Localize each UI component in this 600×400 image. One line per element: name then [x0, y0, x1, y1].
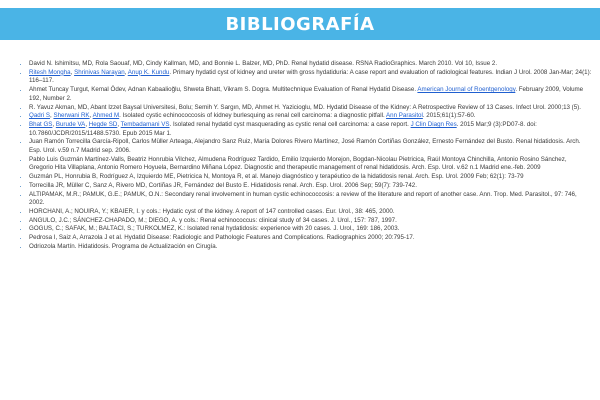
reference-link[interactable]: Sherwani RK [53, 112, 90, 120]
reference-item [29, 217, 592, 226]
reference-link[interactable]: Ahmed M [92, 112, 120, 120]
reference-item [29, 156, 592, 173]
reference-item [29, 69, 592, 86]
reference-item [29, 191, 592, 208]
reference-text: Guzmán PL, Honrubia B, Rodríguez A, Izquierdo ME, Pietricica N, Montoya R, et al. Manejo diagnóstico y terapéutico de la hidatidosis renal. Arch. Esp. Urol. 2009 Feb; 62(1): 73-79 [29, 173, 524, 181]
reference-text: Pedrosa I, Saiz A, Arrazola J et al. Hydatid Disease: Radiologic and Pathologic Features and Complications. Radiographics 2000; 20:795-17. [29, 234, 415, 242]
reference-item [29, 86, 592, 103]
reference-text: . Primary hydatid cyst of kidney and ureter with gross hydatiduria: A case report and evaluation of radiological features. Indian J Urol. 2008 Jan-Mar; 24(1): 116–117. [29, 68, 592, 85]
slide-title: BIBLIOGRAFÍA [225, 13, 375, 35]
reference-text: , [117, 120, 121, 128]
reference-text: Ahmet Tuncay Turgut, Kemal Ödev, Adnan Kabaalioğlu, Shweta Bhatt, Vikram S. Dogra. Multitechnique Evaluation of Renal Hydatid Disease. [29, 86, 418, 94]
reference-item [29, 208, 592, 217]
reference-item [29, 112, 592, 121]
reference-text: David N. Ishimitsu, MD, Rola Saouaf, MD, Cindy Kallman, MD, and Bonnie L. Balzer, MD, PhD. Renal hydatid disease. RSNA RadioGraphics. March 2010. Vol 10, Issue 2. [29, 60, 498, 67]
reference-text: . Isolated renal hydatid cyst masquerading as cystic renal cell carcinoma: a case report. [169, 120, 411, 128]
reference-list [10, 60, 592, 251]
reference-text: . February 2009, Volume 192, Number 2. [29, 86, 584, 102]
reference-link[interactable]: Qadri S [29, 112, 50, 120]
reference-text: Odriozola Martín. Hidatidosis. Programa de Actualización en Cirugía. [29, 242, 218, 250]
reference-text: , [49, 112, 54, 120]
reference-text: . Isolated cystic echinococcosis of kidney burlesquing as renal cell carcinoma: a diagnostic pitfall. [119, 112, 387, 120]
reference-text: . 2015 Mar;9 (3):PD07-8. doi: 10.7860/JCDR/2015/11488.5730. Epub 2015 Mar 1. [29, 120, 537, 137]
reference-link[interactable]: Anup K. Kundu [127, 68, 170, 76]
reference-link[interactable]: Hegde SD [88, 120, 118, 128]
title-banner [0, 8, 600, 40]
reference-item [29, 173, 592, 182]
reference-text: , [124, 68, 128, 76]
reference-text: Juan Ramón Torrecilla García-Ripoll, Carlos Müller Arteaga, Alejandro Sanz Ruiz, María Dolores Rivero Martínez, José Ramón Cortiñas González, Ernesto Fernández del Busto. Renal hidatidosis. Arch. Esp. Urol. v.59 n.7 Madrid sep. 2006. [29, 138, 581, 155]
reference-item [29, 182, 592, 191]
reference-text: HORCHANI, A.; NOUIRA, Y.; KBAIER, I. y cols.: Hydatic cyst of the kidney. A report of 147 controlled cases. Eur. Urol., 38: 465, 2000. [29, 207, 395, 215]
reference-text: GOGUS, C.; SAFAK, M.; BALTACI, S.; TURKOLMEZ, K.: Isolated renal hydatidosis: experience with 20 cases. J. Urol., 169: 186, 2003. [29, 225, 400, 233]
reference-link[interactable]: J Clin Diagn Res [410, 120, 457, 128]
reference-text: R. Yavuz Akman, MD, Abant Izzet Baysal Universitesi, Bolu; Semih Y. Sargın, MD, Ahmet H. Yazicioglu, MD. Hydatid Disease of the Kidney: A Retrospective Review of 13 Cases. Infect Urol. 2000;13 (5). [29, 103, 581, 111]
reference-item [29, 60, 592, 69]
reference-text: , [52, 120, 56, 128]
reference-text: , [85, 120, 89, 128]
reference-link[interactable]: Ann Parasitol [386, 112, 423, 120]
reference-item [29, 121, 592, 138]
reference-text: Torrecilla JR, Müller C, Sanz A, Rivero MD, Cortiñas JR, Fernández del Busto E. Hidatidosis renal. Arch. Esp. Urol. 2006 Sep; 59(7): 739-742. [29, 181, 417, 189]
reference-item [29, 225, 592, 234]
reference-link[interactable]: American Journal of Roentgenology [417, 86, 516, 94]
reference-item [29, 243, 592, 252]
reference-item [29, 104, 592, 113]
reference-text: , [89, 112, 93, 120]
reference-link[interactable]: Bhat GS [29, 120, 53, 128]
reference-item [29, 138, 592, 155]
reference-text: Pablo Luis Guzmán Martínez-Valls, Beatriz Honrubia Vilchez, Almudena Rodríguez Tardido, Emilio Izquierdo Morejon, Bogdan-Nicolau Pietricica, Raúl Montoya Chinchilla, Antonio Rosino Sánchez, Gregorio Hita Villaplana, Antonio Romero Hoyuela, Bernardino Miñana López. Diagnostic and therapeutic management of renal hidatidosis. Arch. Esp. Urol. v.62 n.1 Madrid ene.-feb. 2009 [29, 155, 567, 172]
reference-link[interactable]: Tembadamani VS [120, 120, 170, 128]
reference-link[interactable]: Shrinivas Narayan [74, 68, 125, 76]
reference-link[interactable]: Burude VA [55, 120, 86, 128]
reference-text: . 2015;61(1):57-60. [422, 112, 476, 120]
reference-item [29, 234, 592, 243]
reference-link[interactable]: Ritesh Mongha [29, 68, 71, 76]
reference-text: ALTIPAMAK, M.R.; PAMUK, G.E.; PAMUK, O.N.: Secondary renal involvement in human cystic echinococcosis: a review of the literature and report of another case. Ann. Trop. Med. Parasitol., 97: 746, 2002. [29, 190, 577, 207]
reference-text: , [70, 68, 75, 76]
reference-text: ANGULO, J.C.; SÁNCHEZ-CHAPADO, M.; DIEGO, A. y cols.: Renal echinococcus: clinical study of 34 cases. J. Urol., 157: 787, 1997. [29, 216, 397, 224]
